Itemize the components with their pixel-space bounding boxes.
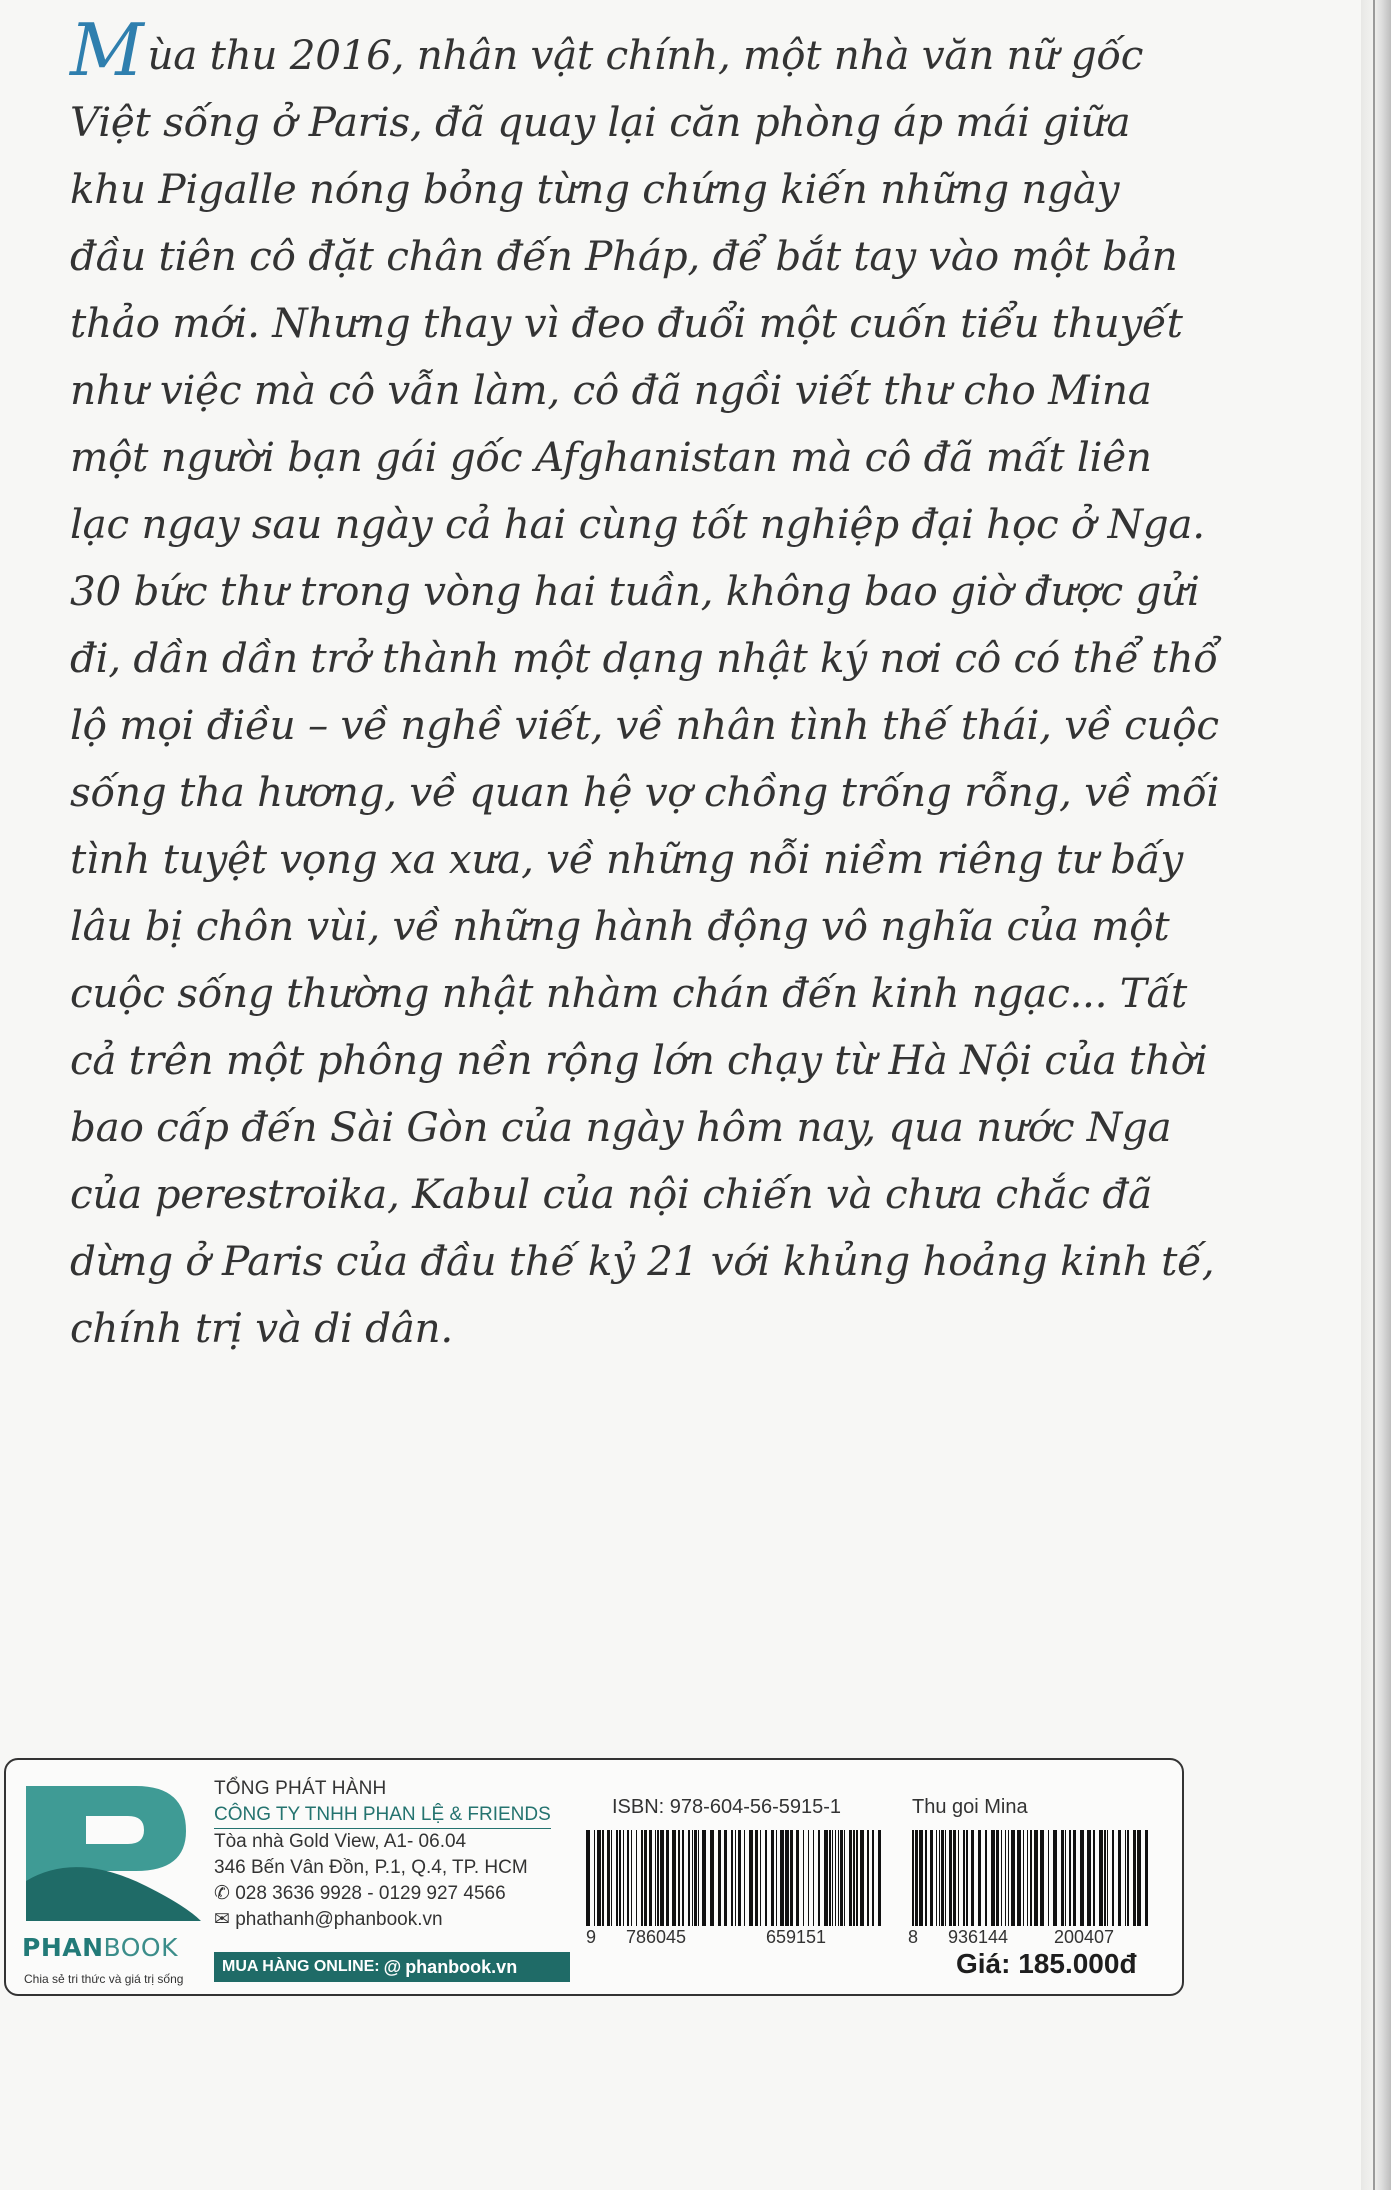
barcode-bar xyxy=(872,1830,874,1926)
barcode-bar xyxy=(878,1830,881,1926)
isbn-digit-prefix: 9 xyxy=(586,1927,597,1947)
blurb-line: sống tha hương, về quan hệ vợ chồng trống rỗng, về mối xyxy=(70,768,1220,816)
price-label: Giá: 185.000đ xyxy=(956,1948,1137,1979)
ean-digit-group-1: 936144 xyxy=(948,1927,1009,1947)
barcode-bar xyxy=(688,1830,690,1926)
barcode-bar xyxy=(655,1830,656,1926)
barcode-bar xyxy=(829,1830,831,1926)
phanbook-logo-icon xyxy=(16,1776,206,1926)
barcode-bar xyxy=(818,1830,820,1926)
company-name: CÔNG TY TNHH PHAN LỆ & FRIENDS xyxy=(214,1802,551,1829)
barcode-bar xyxy=(832,1830,833,1926)
barcode-bar xyxy=(919,1830,923,1926)
barcode-bar xyxy=(776,1830,777,1926)
barcode-bar xyxy=(1023,1830,1024,1926)
email-row xyxy=(214,1907,584,1933)
barcode-bar xyxy=(678,1830,680,1926)
barcode-bar xyxy=(939,1830,940,1926)
buy-online-site: phanbook.vn xyxy=(405,1956,518,1977)
phanbook-logo xyxy=(16,1776,206,1986)
barcode-bar xyxy=(1127,1830,1129,1926)
blurb-line: thảo mới. Nhưng thay vì đeo đuổi một cuốn tiểu thuyết xyxy=(70,299,1183,347)
barcode-bar xyxy=(1017,1830,1021,1926)
barcode-bar xyxy=(824,1830,828,1926)
barcode-bar xyxy=(813,1830,814,1926)
barcode-bar xyxy=(1040,1830,1044,1926)
barcode-bar xyxy=(1080,1830,1084,1926)
barcode-bar xyxy=(1011,1830,1015,1926)
barcode-bar xyxy=(731,1830,733,1926)
barcode-bar xyxy=(996,1830,999,1926)
blurb-line: chính trị và di dân. xyxy=(70,1304,453,1352)
ean-barcode xyxy=(912,1830,1152,1926)
barcode-bar xyxy=(771,1830,774,1926)
isbn-barcode xyxy=(586,1830,886,1926)
blurb-line: một người bạn gái gốc Afghanistan mà cô đã mất liên xyxy=(70,433,1152,481)
barcode-bar xyxy=(1099,1830,1103,1926)
barcode-bar xyxy=(1005,1830,1006,1926)
address-line-1: Tòa nhà Gold View, A1- 06.04 xyxy=(214,1831,467,1852)
publisher-info-box xyxy=(4,1758,1184,1996)
barcode-bar xyxy=(735,1830,736,1926)
book-title-label: Thu goi Mina xyxy=(912,1796,1028,1818)
barcode-bar xyxy=(710,1830,714,1926)
barcode-bar xyxy=(749,1830,753,1926)
phone-icon: ✆ xyxy=(214,1883,236,1904)
barcode-bar xyxy=(649,1830,652,1926)
barcode-bar xyxy=(1048,1830,1049,1926)
barcode-bar xyxy=(991,1830,995,1926)
blurb-line-1 xyxy=(70,8,1144,92)
isbn-digit-group-1: 786045 xyxy=(626,1927,687,1947)
barcode-bar xyxy=(808,1830,809,1926)
barcode-bar xyxy=(1065,1830,1066,1926)
address-line-2: 346 Bến Vân Đồn, P.1, Q.4, TP. HCM xyxy=(214,1857,528,1878)
blurb-line: của perestroika, Kabul của nội chiến và chưa chắc đã xyxy=(70,1170,1152,1218)
barcode-bar xyxy=(985,1830,987,1926)
barcode-bar xyxy=(912,1830,914,1926)
barcode-bar xyxy=(607,1830,610,1926)
barcode-bar xyxy=(1069,1830,1071,1926)
barcode-bar xyxy=(915,1830,918,1926)
blurb-line: tình tuyệt vọng xa xưa, về những nỗi niềm riêng tư bấy xyxy=(70,835,1183,883)
distributor-heading: TỔNG PHÁT HÀNH xyxy=(214,1778,387,1799)
barcode-bar xyxy=(644,1830,647,1926)
barcode-bar xyxy=(1133,1830,1136,1926)
barcode-bar xyxy=(1107,1830,1108,1926)
barcode-bar xyxy=(796,1830,799,1926)
barcode-bar xyxy=(594,1830,595,1926)
barcode-bar xyxy=(1093,1830,1095,1926)
blurb-line-text: ùa thu 2016, nhân vật chính, một nhà văn nữ gốc xyxy=(147,31,1144,79)
isbn-label: ISBN: 978-604-56-5915-1 xyxy=(612,1796,842,1818)
barcode-bar xyxy=(738,1830,741,1926)
phone-row xyxy=(214,1881,584,1907)
barcode-bar xyxy=(936,1830,937,1926)
barcode-bar xyxy=(586,1830,590,1926)
barcode-bar xyxy=(1137,1830,1141,1926)
barcode-bar xyxy=(835,1830,836,1926)
barcode-bar xyxy=(925,1830,927,1926)
barcode-bar xyxy=(672,1830,676,1926)
barcode-bar xyxy=(1034,1830,1038,1926)
barcode-bar xyxy=(718,1830,721,1926)
blurb-line: lộ mọi điều – về nghề viết, về nhân tình thế thái, về cuộc xyxy=(70,701,1219,749)
mail-icon: ✉ xyxy=(214,1909,236,1930)
barcode-bar xyxy=(953,1830,956,1926)
ean-digit-prefix: 8 xyxy=(908,1927,919,1947)
globe-icon: @ xyxy=(383,1956,402,1977)
book-page-edge xyxy=(1361,0,1391,2190)
blurb-line: cuộc sống thường nhật nhàm chán đến kinh ngạc... Tất xyxy=(70,969,1187,1017)
barcode-bar xyxy=(867,1830,869,1926)
barcode-bar xyxy=(627,1830,629,1926)
barcode-bar xyxy=(1118,1830,1121,1926)
barcode-bar xyxy=(619,1830,621,1926)
barcode-bar xyxy=(1112,1830,1114,1926)
barcode-bar xyxy=(1008,1830,1009,1926)
barcode-bar xyxy=(765,1830,767,1926)
blurb-line: Việt sống ở Paris, đã quay lại căn phòng áp mái giữa xyxy=(70,98,1131,146)
barcode-bar xyxy=(692,1830,693,1926)
barcode-bar xyxy=(760,1830,761,1926)
barcode-bar xyxy=(1061,1830,1064,1926)
blurb-line: khu Pigalle nóng bỏng từng chứng kiến những ngày xyxy=(70,165,1120,213)
barcode-bar xyxy=(602,1830,604,1926)
barcode-bar xyxy=(698,1830,699,1926)
barcode-bar xyxy=(724,1830,727,1926)
barcode-bar xyxy=(694,1830,697,1926)
barcode-bar xyxy=(971,1830,974,1926)
logo-wordmark-bold: PHAN xyxy=(22,1933,104,1962)
barcode-bar xyxy=(838,1830,839,1926)
barcode-bar xyxy=(1001,1830,1002,1926)
barcode-bar xyxy=(660,1830,664,1926)
barcode-bar xyxy=(755,1830,758,1926)
logo-wordmark-light: BOOK xyxy=(103,1933,178,1962)
barcode-bar xyxy=(597,1830,601,1926)
barcode-bar xyxy=(631,1830,632,1926)
blurb-line: 30 bức thư trong vòng hai tuần, không bao giờ được gửi xyxy=(70,567,1200,615)
barcode-bar xyxy=(1104,1830,1106,1926)
blurb-line: đi, dần dần trở thành một dạng nhật ký nơi cô có thể thổ xyxy=(70,634,1218,682)
blurb-line: lạc ngay sau ngày cả hai cùng tốt nghiệp đại học ở Nga. xyxy=(70,500,1205,548)
barcode-bar xyxy=(616,1830,618,1926)
barcode-bar xyxy=(682,1830,684,1926)
blurb-line: dừng ở Paris của đầu thế kỷ 21 với khủng hoảng kinh tế, xyxy=(70,1237,1215,1285)
barcode-bar xyxy=(636,1830,637,1926)
barcode-bar xyxy=(966,1830,968,1926)
barcode-bar xyxy=(844,1830,845,1926)
ean-digit-group-2: 200407 xyxy=(1054,1927,1115,1947)
barcode-bar xyxy=(853,1830,855,1926)
barcode-bar xyxy=(860,1830,864,1926)
barcode-bar xyxy=(978,1830,981,1926)
barcode-bar xyxy=(1087,1830,1091,1926)
barcode-bar xyxy=(803,1830,804,1926)
blurb-line: bao cấp đến Sài Gòn của ngày hôm nay, qua nước Nga xyxy=(70,1103,1172,1151)
barcode-bar xyxy=(930,1830,933,1926)
barcode-bar xyxy=(849,1830,852,1926)
logo-wordmark xyxy=(22,1933,178,1962)
barcode-bar xyxy=(790,1830,793,1926)
barcode-bar xyxy=(1030,1830,1032,1926)
barcode-bar xyxy=(1145,1830,1148,1926)
barcode-bar xyxy=(666,1830,669,1926)
barcode-bar xyxy=(856,1830,858,1926)
barcode-bar xyxy=(780,1830,784,1926)
blurb-line: như việc mà cô vẫn làm, cô đã ngồi viết thư cho Mina xyxy=(70,366,1152,414)
barcode-bar xyxy=(641,1830,643,1926)
barcode-bar xyxy=(1073,1830,1076,1926)
barcode-bar xyxy=(657,1830,659,1926)
buy-online-label: MUA HÀNG ONLINE: xyxy=(222,1958,380,1975)
barcode-bar xyxy=(702,1830,706,1926)
barcode-bar xyxy=(1053,1830,1057,1926)
back-cover-blurb xyxy=(70,8,1220,1362)
publisher-details xyxy=(214,1776,584,1933)
barcode-bar xyxy=(1125,1830,1126,1926)
barcode-bar xyxy=(785,1830,789,1926)
barcode-bar xyxy=(945,1830,946,1926)
barcode-bar xyxy=(941,1830,944,1926)
barcode-bar xyxy=(949,1830,952,1926)
isbn-digit-group-2: 659151 xyxy=(766,1927,827,1947)
buy-online-banner xyxy=(214,1952,570,1982)
logo-tagline: Chia sẻ tri thức và giá trị sống xyxy=(24,1972,184,1986)
barcode-bar xyxy=(963,1830,965,1926)
barcode-bar xyxy=(744,1830,745,1926)
barcode-bar xyxy=(1027,1830,1028,1926)
phone-number: 028 3636 9928 - 0129 927 4566 xyxy=(235,1883,506,1904)
blurb-line: cả trên một phông nền rộng lớn chạy từ Hà Nội của thời xyxy=(70,1036,1208,1084)
barcode-bar xyxy=(958,1830,959,1926)
blurb-line: đầu tiên cô đặt chân đến Pháp, để bắt tay vào một bản xyxy=(70,232,1178,280)
drop-cap: M xyxy=(70,8,144,92)
email-address: phathanh@phanbook.vn xyxy=(235,1909,443,1930)
barcode-bar xyxy=(623,1830,624,1926)
blurb-line: lâu bị chôn vùi, về những hành động vô nghĩa của một xyxy=(70,902,1170,950)
barcode-bar xyxy=(611,1830,612,1926)
barcode-bar xyxy=(840,1830,843,1926)
